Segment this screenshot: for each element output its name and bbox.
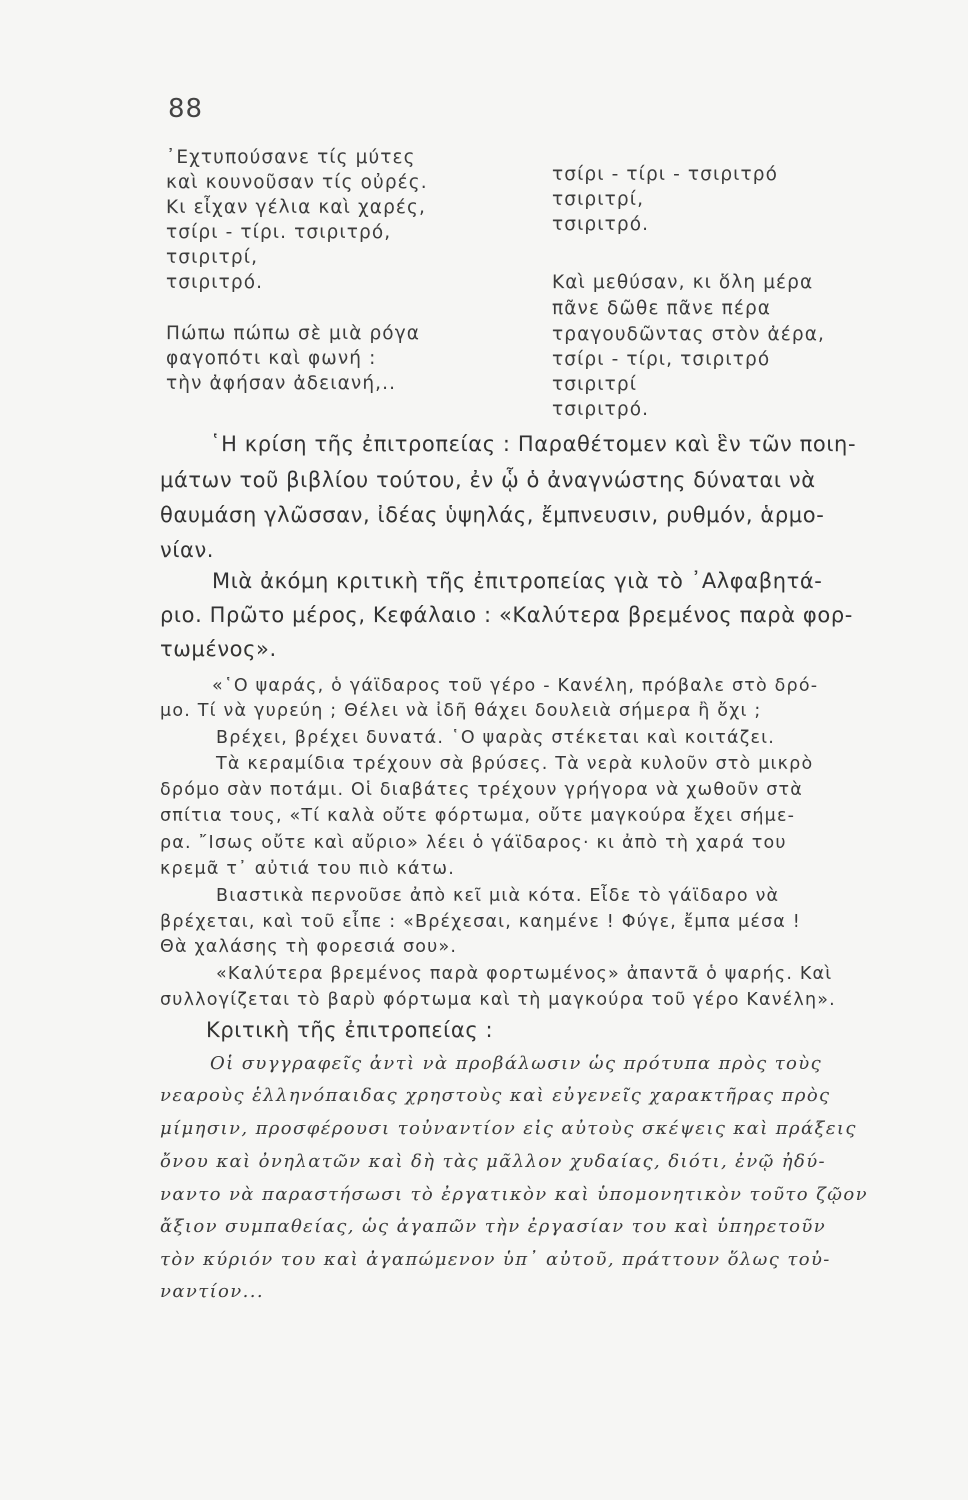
poem-line: τὴν ἀφήσαν ἀδειανή,.. bbox=[166, 373, 397, 394]
page-number: 88 bbox=[168, 94, 204, 124]
text-line: κρεμᾶ τ᾿ αὐτιά του πιὸ κάτω. bbox=[160, 859, 456, 879]
text-line: τωμένος». bbox=[160, 637, 277, 661]
text-line: ῾Η κρίση τῆς ἐπιτροπείας : Παραθέτομεν καὶ ἓν τῶν ποιη- bbox=[210, 432, 857, 456]
text-line: νεαροὺς ἑλληνόπαιδας χρηστοὺς καὶ εὐγενεῖς χαρακτῆρας πρὸς bbox=[160, 1085, 831, 1106]
poem-line: Πώπω πώπω σὲ μιὰ ρόγα bbox=[166, 323, 421, 344]
text-line: μάτων τοῦ βιβλίου τούτου, ἐν ᾧ ὁ ἀναγνώστης δύναται νὰ bbox=[160, 468, 816, 492]
text-line: «Καλύτερα βρεμένος παρὰ φορτωμένος» ἀπαντᾶ ὁ ψαρής. Καὶ bbox=[216, 964, 833, 984]
text-line: νίαν. bbox=[160, 538, 215, 562]
text-line: βρέχεται, καὶ τοῦ εἶπε : «Βρέχεσαι, καημένε ! Φύγε, ἔμπα μέσα ! bbox=[160, 912, 801, 932]
text-line: θαυμάση γλῶσσαν, ἰδέας ὑψηλάς, ἔμπνευσιν, ρυθμόν, ἁρμο- bbox=[160, 503, 825, 527]
poem-line: καὶ κουνοῦσαν τίς οὐρές. bbox=[166, 172, 428, 193]
text-line: ρα. ῎Ισως οὔτε καὶ αὔριο» λέει ὁ γάϊδαρος· κι ἀπὸ τὴ χαρά του bbox=[160, 833, 787, 853]
text-line: ναντίον... bbox=[160, 1281, 264, 1302]
critique-heading: Κριτικὴ τῆς ἐπιτροπείας : bbox=[206, 1018, 494, 1042]
poem-line: ᾿Εχτυπούσανε τίς μύτες bbox=[166, 147, 416, 168]
poem-line: τσίρι - τίρι. τσιριτρό, bbox=[166, 222, 392, 243]
text-line: «῾Ο ψαράς, ὁ γάϊδαρος τοῦ γέρο - Κανέλη, πρόβαλε στὸ δρό- bbox=[212, 676, 819, 696]
text-line: μίμησιν, προσφέρουσι τοὐναντίον εἰς αὐτοὺς σκέψεις καὶ πράξεις bbox=[160, 1118, 857, 1139]
text-line: ριο. Πρῶτο μέρος, Κεφάλαιο : «Καλύτερα βρεμένος παρὰ φορ- bbox=[160, 603, 853, 627]
text-line: ναντο νὰ παραστήσωσι τὸ ἐργατικὸν καὶ ὑπομονητικὸν τοῦτο ζῷον bbox=[160, 1184, 868, 1205]
text-line: Μιὰ ἀκόμη κριτικὴ τῆς ἐπιτροπείας γιὰ τὸ ᾿Αλφαβητά- bbox=[212, 569, 823, 593]
text-line: Οἱ συγγραφεῖς ἀντὶ νὰ προβάλωσιν ὡς πρότυπα πρὸς τοὺς bbox=[210, 1053, 823, 1074]
poem-line: τσιριτρί, bbox=[552, 189, 645, 210]
poem-line: τραγουδῶντας στὸν ἀέρα, bbox=[552, 324, 825, 345]
text-line: Θὰ χαλάσης τὴ φορεσιά σου». bbox=[160, 937, 458, 957]
text-line: σπίτια τους, «Τί καλὰ οὔτε φόρτωμα, οὔτε μαγκούρα ἔχει σήμε- bbox=[160, 806, 796, 826]
text-line: ἄξιον συμπαθείας, ὡς ἀγαπῶν τὴν ἐργασίαν του καὶ ὑπηρετοῦν bbox=[160, 1216, 827, 1237]
poem-line: τσίρι - τίρι - τσιριτρό bbox=[552, 164, 779, 185]
text-line: τὸν κύριόν του καὶ ἀγαπώμενον ὑπ᾿ αὐτοῦ, πράττουν ὅλως τοὐ- bbox=[160, 1249, 831, 1270]
poem-line: τσιριτρί, bbox=[166, 247, 259, 268]
poem-line: Κι εἶχαν γέλια καὶ χαρές, bbox=[166, 197, 426, 218]
text-line: Βρέχει, βρέχει δυνατά. ῾Ο ψαρὰς στέκεται καὶ κοιτάζει. bbox=[216, 728, 775, 748]
poem-line: τσιριτρί bbox=[552, 374, 638, 395]
poem-line: πᾶνε δῶθε πᾶνε πέρα bbox=[552, 298, 772, 319]
poem-line: Καὶ μεθύσαν, κι ὅλη μέρα bbox=[552, 272, 814, 293]
poem-line: τσιριτρό. bbox=[552, 214, 650, 235]
poem-line: τσιριτρό. bbox=[552, 399, 650, 420]
text-line: ὄνου καὶ ὀνηλατῶν καὶ δὴ τὰς μᾶλλον χυδαίας, διότι, ἐνῷ ἠδύ- bbox=[160, 1151, 827, 1172]
poem-line: τσίρι - τίρι, τσιριτρό bbox=[552, 349, 771, 370]
poem-line: φαγοπότι καὶ φωνή : bbox=[166, 348, 377, 369]
text-line: μο. Τί νὰ γυρεύη ; Θέλει νὰ ἰδῆ θάχει δουλειὰ σήμερα ἢ ὄχι ; bbox=[160, 701, 762, 721]
text-line: συλλογίζεται τὸ βαρὺ φόρτωμα καὶ τὴ μαγκούρα τοῦ γέρο Κανέλη». bbox=[160, 990, 836, 1010]
text-line: Τὰ κεραμίδια τρέχουν σὰ βρύσες. Τὰ νερὰ κυλοῦν στὸ μικρὸ bbox=[216, 754, 814, 774]
poem-line: τσιριτρό. bbox=[166, 272, 264, 293]
text-line: δρόμο σὰν ποτάμι. Οἱ διαβάτες τρέχουν γρήγορα νὰ χωθοῦν στὰ bbox=[160, 780, 804, 800]
text-line: Βιαστικὰ περνοῦσε ἀπὸ κεῖ μιὰ κότα. Εἶδε τὸ γάϊδαρο νὰ bbox=[216, 886, 780, 906]
